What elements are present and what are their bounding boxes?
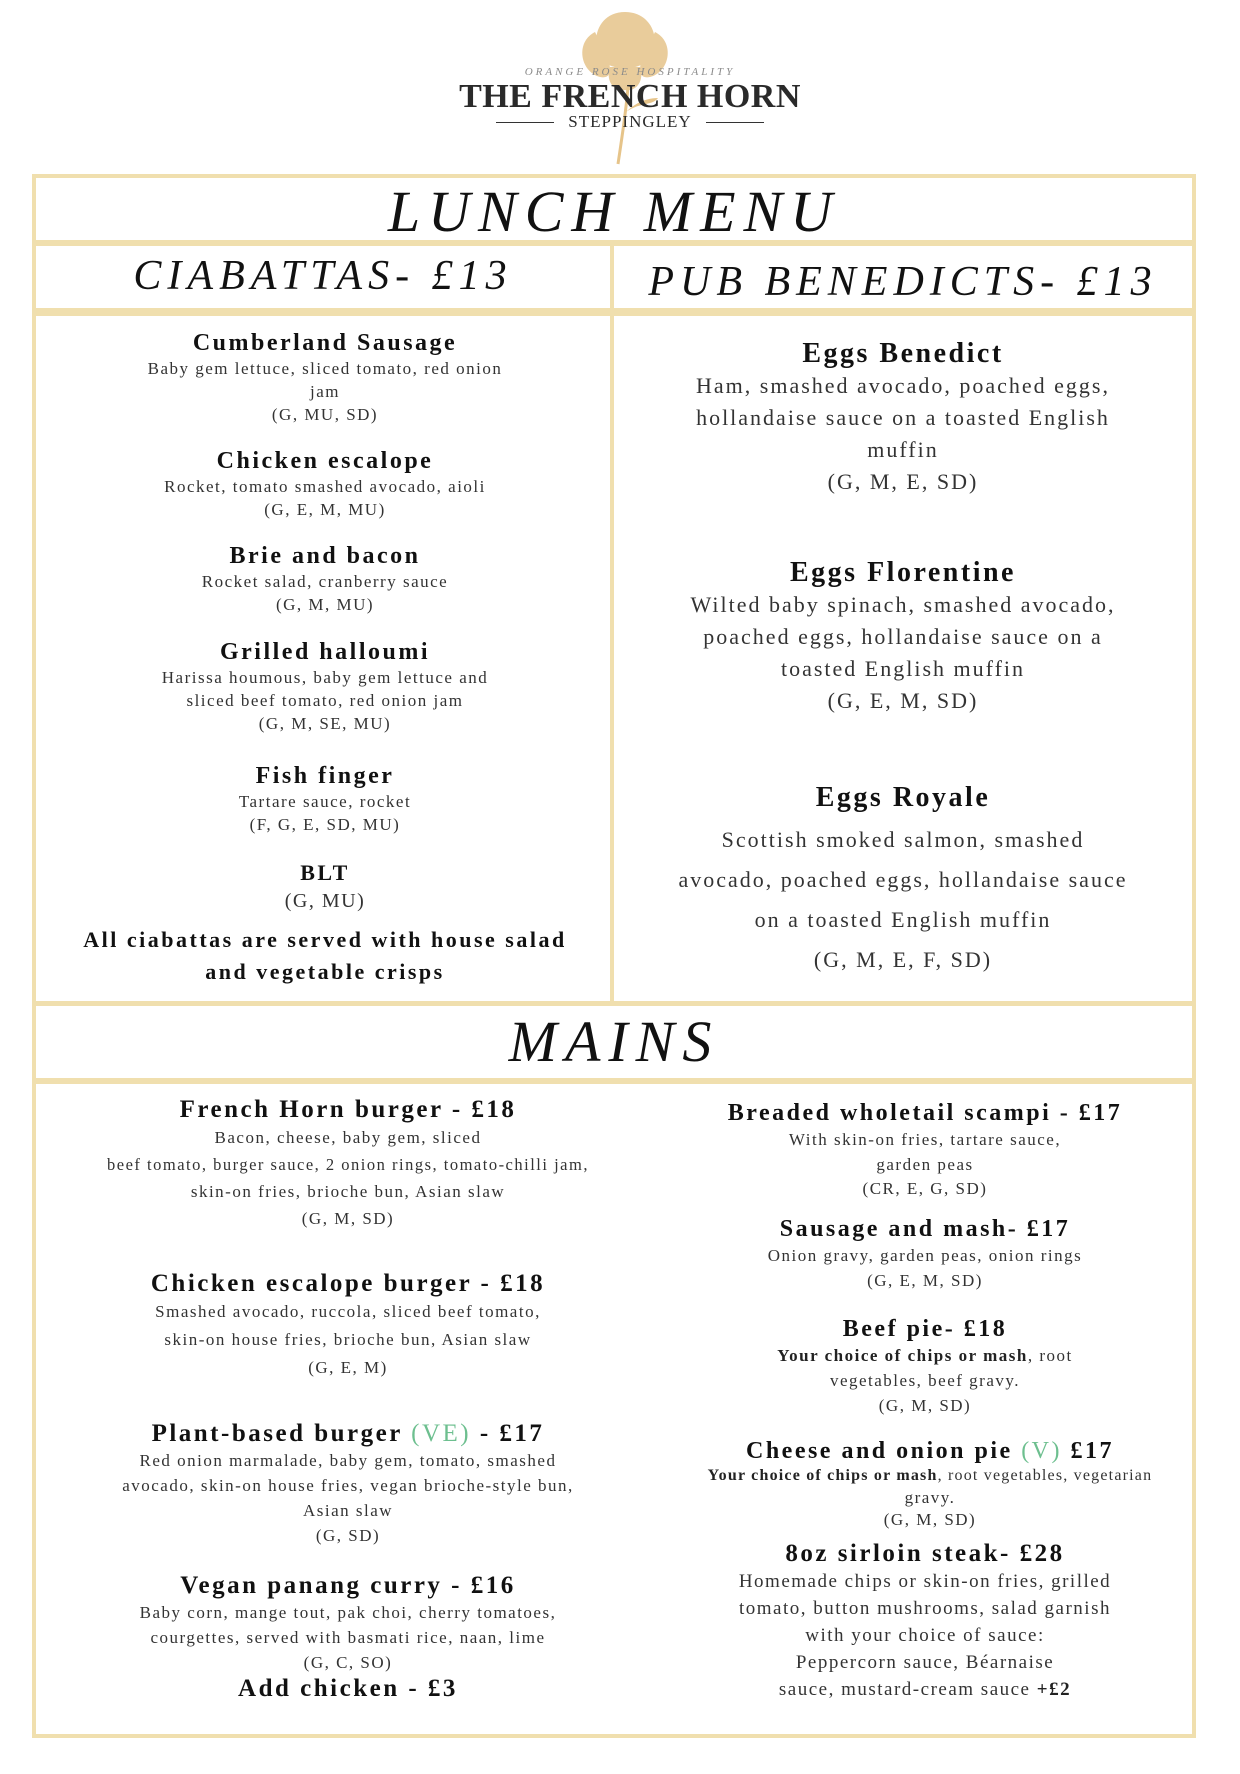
dish-description: hollandaise sauce on a toasted English <box>696 405 1110 430</box>
dish-allergens: (G, C, SO) <box>303 1653 393 1672</box>
dish-name: 8oz sirloin steak- £28 <box>785 1540 1065 1567</box>
menu-item <box>660 1316 1190 1418</box>
dish-description: poached eggs, hollandaise sauce on a <box>703 624 1103 649</box>
add-on: Add chicken - £3 <box>238 1675 458 1702</box>
desc-text: , root <box>1027 1346 1073 1365</box>
dish-description: Bacon, cheese, baby gem, sliced <box>214 1128 482 1147</box>
dish-price: £17 <box>1062 1438 1115 1464</box>
dish-description: With skin-on fries, tartare sauce, <box>788 1130 1062 1149</box>
dish-description: skin-on house fries, brioche bun, Asian slaw <box>164 1330 532 1349</box>
dish-price: - £17 <box>471 1420 545 1447</box>
dish-name: Grilled halloumi <box>219 639 430 665</box>
ciabattas-note <box>42 924 608 988</box>
dish-allergens: (G, E, M, SD) <box>827 688 979 713</box>
menu-item <box>618 782 1188 980</box>
dish-allergens: (G, M, MU) <box>275 595 375 614</box>
dish-description: Baby corn, mange tout, pak choi, cherry tomatoes, <box>139 1603 557 1622</box>
dish-description: Baby gem lettuce, sliced tomato, red onion <box>147 359 503 378</box>
dish-description: Wilted baby spinach, smashed avocado, <box>690 592 1116 617</box>
dish-description: Red onion marmalade, baby gem, tomato, smashed <box>139 1451 557 1470</box>
dish-name: Fish finger <box>255 763 395 789</box>
note-line: and vegetable crisps <box>205 959 445 984</box>
menu-item <box>42 860 608 916</box>
ciabattas-title: CIABATTAS- £13 <box>133 253 513 299</box>
brand-name: THE FRENCH HORN <box>459 78 801 115</box>
dish-description: Homemade chips or skin-on fries, grilled <box>738 1571 1112 1592</box>
menu-item <box>42 448 608 521</box>
dish-description: Peppercorn sauce, Béarnaise <box>795 1652 1055 1673</box>
emphasis-text: Your choice of chips or mash <box>707 1467 938 1484</box>
dish-allergens: (CR, E, G, SD) <box>862 1179 988 1198</box>
dish-allergens: (G, M, SD) <box>883 1510 977 1529</box>
dish-description: sliced beef tomato, red onion jam <box>186 691 464 710</box>
dish-name <box>48 1420 648 1448</box>
dish-description: Tartare sauce, rocket <box>238 792 412 811</box>
menu-item <box>48 1270 648 1382</box>
dish-name: Eggs Florentine <box>790 557 1016 588</box>
menu-item <box>42 543 608 616</box>
menu-item <box>660 1540 1190 1703</box>
menu-item <box>48 1420 648 1548</box>
surcharge: +£2 <box>1036 1679 1072 1700</box>
dish-description: Ham, smashed avocado, poached eggs, <box>696 373 1110 398</box>
menu-item <box>42 639 608 735</box>
dish-name: Chicken escalope <box>216 448 434 474</box>
brand-tagline: ORANGE ROSE HOSPITALITY <box>524 66 736 78</box>
dish-description: beef tomato, burger sauce, 2 onion rings, tomato-chilli jam, <box>107 1155 589 1174</box>
mains-title: MAINS <box>508 1009 720 1074</box>
dish-description: garden peas <box>876 1155 974 1174</box>
dish-name-text: Cheese and onion pie <box>745 1438 1022 1464</box>
dish-description: Scottish smoked salmon, smashed <box>721 827 1085 852</box>
brand-logo <box>440 0 820 170</box>
dish-name: Chicken escalope burger - £18 <box>150 1270 546 1297</box>
vegan-tag: (VE) <box>411 1420 472 1447</box>
dish-name: Eggs Royale <box>815 782 991 813</box>
dish-name: Breaded wholetail scampi - £17 <box>727 1100 1123 1126</box>
brand-location: STEPPINGLEY <box>568 112 692 131</box>
dish-name: Cumberland Sausage <box>192 330 458 356</box>
dish-allergens: (G, E, M, MU) <box>264 500 386 519</box>
menu-item <box>42 330 608 426</box>
dish-description: Harissa houmous, baby gem lettuce and <box>161 668 489 687</box>
dish-name: French Horn burger - £18 <box>179 1096 517 1123</box>
dish-name: Brie and bacon <box>229 543 421 569</box>
dish-description: Onion gravy, garden peas, onion rings <box>767 1246 1083 1265</box>
dish-name <box>656 1438 1204 1465</box>
menu-item <box>48 1572 648 1703</box>
menu-item <box>48 1096 648 1232</box>
divider <box>706 122 764 123</box>
dish-name: BLT <box>300 860 350 885</box>
menu-item <box>660 1216 1190 1293</box>
dish-allergens: (G, E, M) <box>308 1358 388 1377</box>
dish-description: avocado, poached eggs, hollandaise sauce <box>678 867 1128 892</box>
dish-allergens: (G, M, SD) <box>301 1209 395 1228</box>
desc-text: sauce, mustard-cream sauce <box>778 1679 1037 1700</box>
dish-description: on a toasted English muffin <box>754 907 1052 932</box>
dish-allergens: (G, M, SD) <box>878 1396 972 1415</box>
dish-allergens: (G, MU) <box>284 890 366 912</box>
emphasis-text: Your choice of chips or mash <box>777 1346 1028 1365</box>
dish-description: gravy. <box>904 1488 956 1507</box>
dish-description: vegetables, beef gravy. <box>829 1371 1021 1390</box>
menu-item <box>660 1100 1190 1200</box>
dish-description: Rocket, tomato smashed avocado, aioli <box>164 477 486 496</box>
dish-description: jam <box>310 382 340 401</box>
dish-allergens: (G, SD) <box>315 1526 381 1545</box>
dish-allergens: (G, M, E, SD) <box>827 469 979 494</box>
dish-name: Eggs Benedict <box>802 338 1004 369</box>
dish-allergens: (G, M, SE, MU) <box>258 714 392 733</box>
dish-description: with your choice of sauce: <box>805 1625 1045 1646</box>
dish-description: Asian slaw <box>302 1501 394 1520</box>
dish-allergens: (G, MU, SD) <box>271 405 379 424</box>
dish-allergens: (F, G, E, SD, MU) <box>249 815 401 834</box>
menu-item <box>618 338 1188 498</box>
dish-description: tomato, button mushrooms, salad garnish <box>739 1598 1111 1619</box>
dish-allergens: (G, M, E, F, SD) <box>813 947 993 972</box>
menu-item <box>42 763 608 836</box>
menu-item <box>618 557 1188 717</box>
dish-description: toasted English muffin <box>780 656 1026 681</box>
dish-description <box>660 1676 1190 1703</box>
dish-name: Vegan panang curry - £16 <box>180 1572 516 1599</box>
dish-name: Sausage and mash- £17 <box>779 1216 1071 1242</box>
dish-description: Smashed avocado, ruccola, sliced beef tomato, <box>155 1302 541 1321</box>
dish-description: muffin <box>867 437 939 462</box>
dish-description: courgettes, served with basmati rice, naan, lime <box>150 1628 546 1647</box>
dish-description <box>656 1465 1204 1487</box>
dish-description: Rocket salad, cranberry sauce <box>201 572 449 591</box>
dish-name-text: Plant-based burger <box>151 1420 412 1447</box>
dish-description: skin-on fries, brioche bun, Asian slaw <box>190 1182 506 1201</box>
vegetarian-tag: (V) <box>1021 1438 1063 1464</box>
menu-title: LUNCH MENU <box>387 179 841 244</box>
desc-text: , root vegetables, vegetarian <box>937 1467 1153 1484</box>
dish-description <box>660 1343 1190 1368</box>
dish-allergens: (G, E, M, SD) <box>867 1271 983 1290</box>
menu-item <box>656 1438 1204 1531</box>
dish-name: Beef pie- £18 <box>842 1316 1008 1342</box>
dish-description: avocado, skin-on house fries, vegan brioche-style bun, <box>122 1476 574 1495</box>
note-line: All ciabattas are served with house salad <box>83 927 567 952</box>
benedicts-title: PUB BENEDICTS- £13 <box>648 259 1158 305</box>
